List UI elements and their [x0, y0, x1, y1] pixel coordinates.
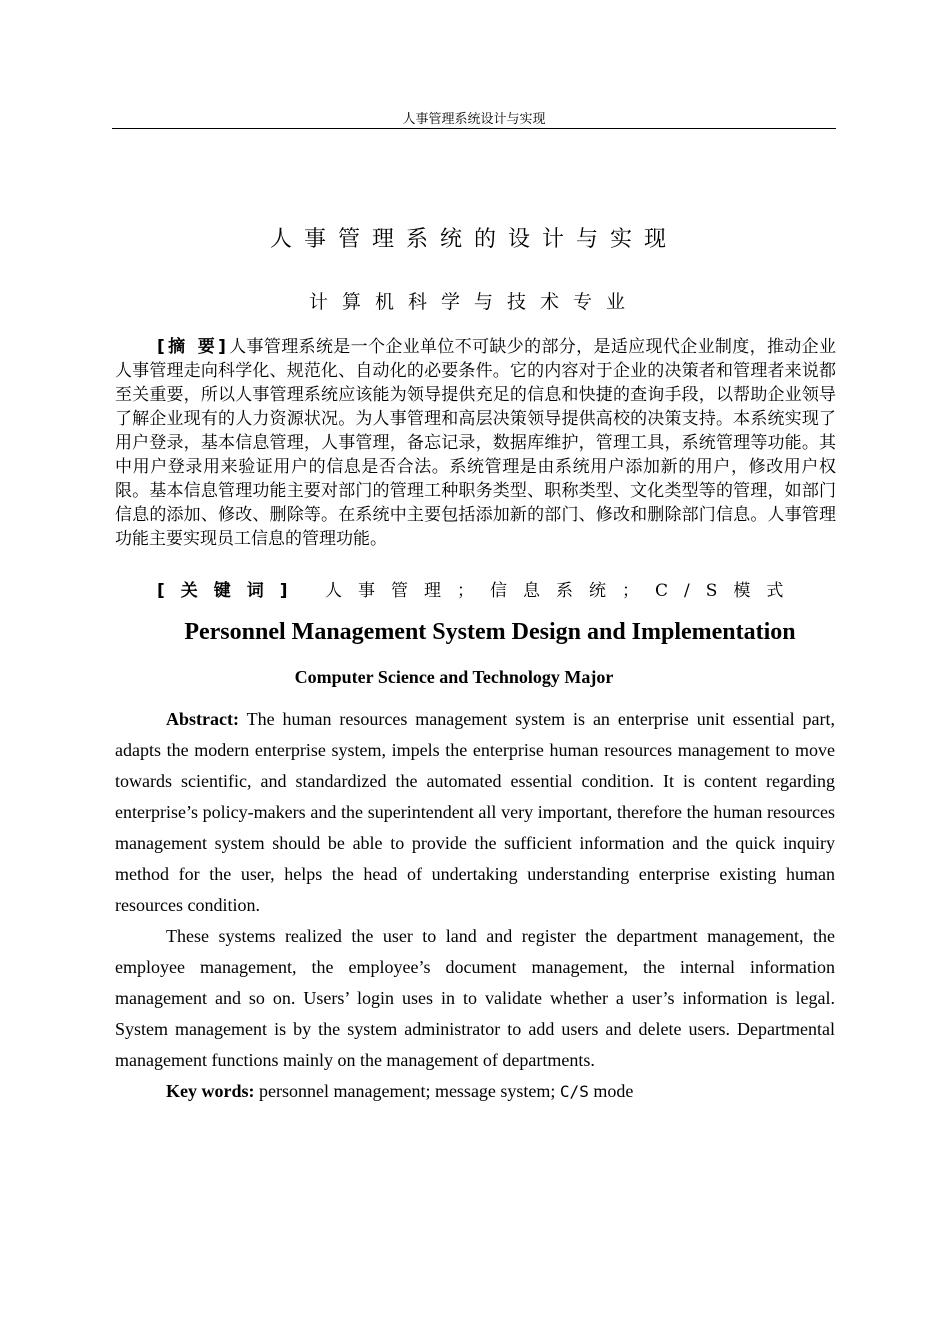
chinese-abstract — [115, 335, 836, 551]
chinese-major: 计算机科学与技术专业 — [308, 291, 639, 313]
chinese-keywords-label: [关键词] — [157, 581, 304, 601]
english-keywords — [115, 1076, 835, 1107]
english-keywords-label: Key words: — [166, 1081, 255, 1101]
chinese-title: 人事管理系统的设计与实现 — [269, 227, 678, 252]
running-header: 人事管理系统设计与实现 — [402, 111, 546, 126]
english-keywords-mode-code: C/S — [559, 1082, 589, 1101]
english-abstract — [115, 704, 835, 1107]
english-major: Computer Science and Technology Major — [294, 667, 614, 687]
chinese-abstract-text: 人事管理系统是一个企业单位不可缺少的部分，是适应现代企业制度，推动企业人事管理走向科学化、规范化、自动化的必要条件。它的内容对于企业的决策者和管理者来说都至关重要，所以人事管理系统应该能为领导提供充足的信息和快捷的查询手段，以帮助企业领导了解企业现有的人力资源状况。为人事管理和高层决策领导提供高校的决策支持。本系统实现了用户登录，基本信息管理，人事管理，备忘记录，数据库维护，管理工具，系统管理等功能。其中用户登录用来验证用户的信息是否合法。系统管理是由系统用户添加新的用户，修改用户权限。基本信息管理功能主要对部门的管理工种职务类型、职称类型、文化类型等的管理，如部门信息的添加、修改、删除等。在系统中主要包括添加新的部门、修改和删除部门信息。人事管理功能主要实现员工信息的管理功能。 — [115, 337, 837, 549]
english-title: Personnel Management System Design and Implementation — [184, 619, 796, 645]
english-keywords-text: personnel management; message system; — [259, 1081, 556, 1101]
chinese-keywords-text: 人事管理；信息系统；C/S模式 — [324, 581, 800, 601]
english-abstract-text-1: The human resources management system is an enterprise unit essential part, adapts the modern enterprise system, impels the enterprise human resources management to move towards scientific, and standardized the automated essential condition. It is content regarding enterprise’s policy-makers and the superintendent all very important, therefore the human resources management system should be able to provide the sufficient information and the quick inquiry method for the user, helps the head of undertaking understanding enterprise existing human resources condition. — [115, 709, 835, 915]
header-rule — [112, 128, 836, 129]
english-abstract-label: Abstract: — [166, 709, 239, 729]
chinese-keywords — [157, 578, 836, 604]
english-abstract-paragraph-2: These systems realized the user to land and register the department management, the employee management, the employee’s document management, the internal information management and so on. Users’ login uses in to validate whether a user’s information is legal. System management is by the system administrator to add users and delete users. Departmental management functions mainly on the management of departments. — [115, 926, 835, 1070]
english-keywords-mode-word: mode — [593, 1081, 634, 1101]
chinese-abstract-label: [摘 要] — [157, 337, 229, 357]
english-abstract-paragraph-1 — [115, 704, 835, 921]
